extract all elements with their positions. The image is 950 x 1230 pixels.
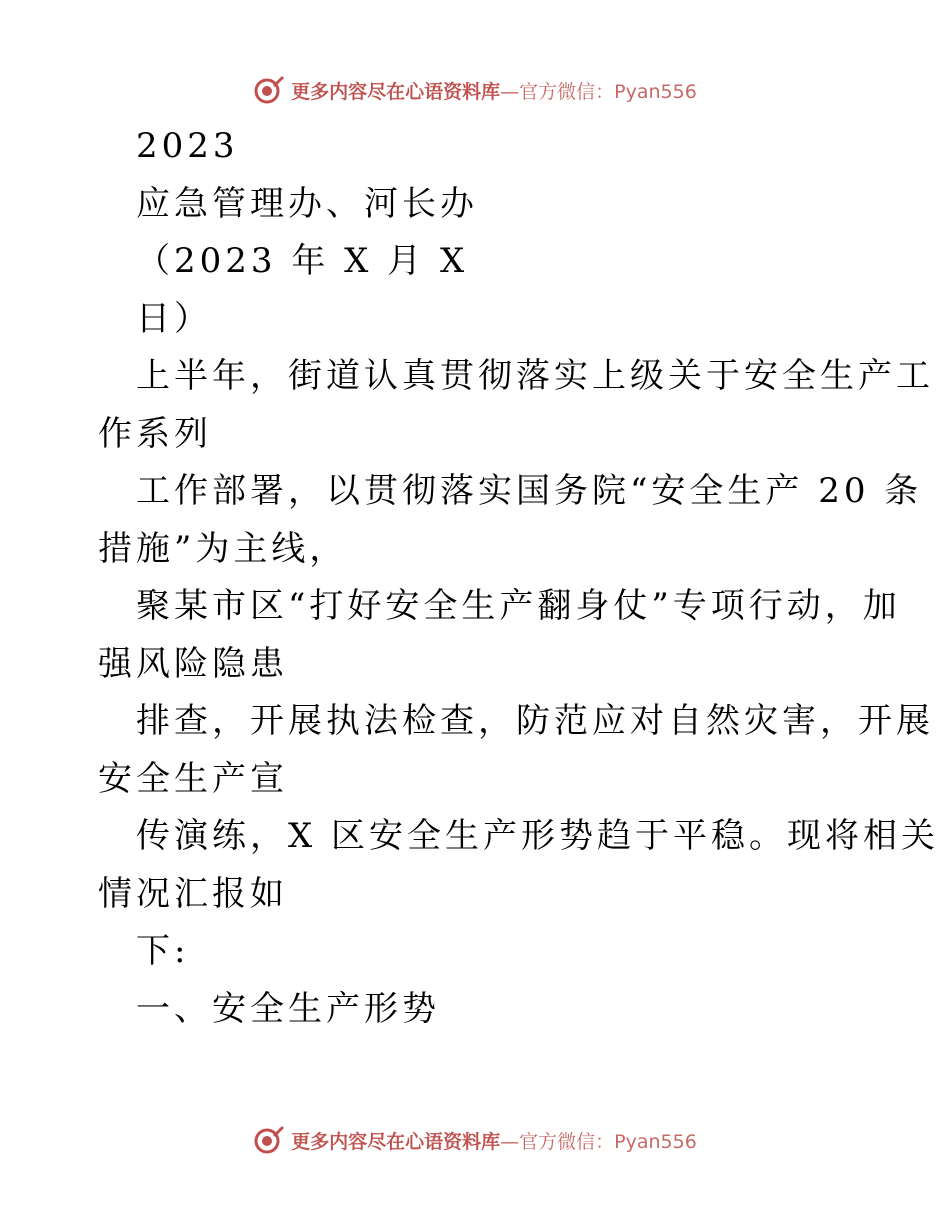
text-line: 下: (136, 931, 190, 971)
text-line: （2023 年 X 月 X (136, 241, 469, 281)
text-line: 传演练，X 区安全生产形势趋于平稳。现将相关 (136, 816, 940, 856)
text-line: 排查，开展执法检查，防范应对自然灾害，开展 (136, 701, 934, 741)
text-line: 应急管理办、河长办 (136, 183, 478, 224)
text-line: 安全生产宣 (98, 758, 288, 799)
header-watermark (0, 70, 950, 110)
text-line: 强风险隐患 (98, 643, 288, 684)
text-line: 上半年，街道认真贯彻落实上级关于安全生产工 (136, 356, 934, 396)
text-line: 2023 (136, 126, 239, 166)
watermark-text: 更多内容尽在心语资料库—官方微信：Pyan556 (291, 80, 697, 103)
pen-nib-logo-icon (253, 1124, 285, 1156)
text-line: 情况汇报如 (98, 873, 288, 914)
text-line: 措施”为主线， (98, 528, 348, 569)
text-line: 日） (136, 298, 212, 339)
watermark-text: 更多内容尽在心语资料库—官方微信：Pyan556 (291, 1130, 697, 1153)
document-body (98, 118, 940, 1038)
text-line: 作系列 (98, 413, 212, 454)
text-line: 聚某市区“打好安全生产翻身仗”专项行动，加 (136, 586, 901, 626)
text-line: 工作部署，以贯彻落实国务院“安全生产 20 条 (136, 471, 923, 511)
pen-nib-logo-icon (253, 74, 285, 106)
footer-watermark (0, 1120, 950, 1160)
section-heading: 一、安全生产形势 (136, 988, 440, 1029)
